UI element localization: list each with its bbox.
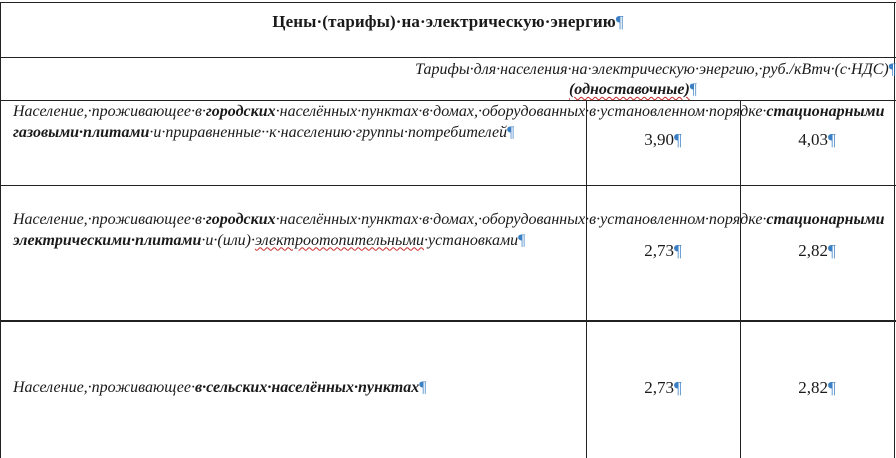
subtitle-line-1: Тарифы·для·населения·на·электрическую·энергию,·руб./кВтч·(с·НДС) bbox=[415, 61, 889, 78]
table-title bbox=[0, 12, 896, 32]
table-title-text: Цены·(тарифы)·на·электрическую·энергию bbox=[272, 12, 616, 31]
table-border-left bbox=[0, 2, 1, 458]
row-divider-2 bbox=[0, 320, 896, 322]
row-2-bold-2: стационарными электрическими·плитами bbox=[13, 211, 885, 249]
row-2-value-1 bbox=[588, 241, 738, 261]
table-subtitle bbox=[300, 60, 896, 100]
row-3-value-1 bbox=[588, 378, 738, 398]
row-2-value-2-text: 2,82 bbox=[798, 241, 829, 260]
pilcrow-mark: ¶ bbox=[674, 130, 682, 149]
row-2-value-1-text: 2,73 bbox=[644, 241, 675, 260]
row-1-value-1-text: 3,90 bbox=[644, 130, 675, 149]
row-divider-subtitle bbox=[0, 100, 896, 101]
row-1-text-1: Население,·проживающее·в· bbox=[13, 103, 206, 120]
row-1-value-1 bbox=[588, 130, 738, 150]
row-3-description bbox=[13, 378, 585, 399]
pilcrow-mark: ¶ bbox=[674, 241, 682, 260]
row-1-value-2-text: 4,03 bbox=[798, 130, 829, 149]
row-1-bold-1: городских bbox=[205, 103, 276, 120]
column-divider-1 bbox=[586, 100, 587, 458]
row-1-text-3: ·и·приравненные··к·населению·группы·потребителей bbox=[149, 123, 508, 141]
pilcrow-mark: ¶ bbox=[507, 123, 515, 141]
row-3-bold-1: в·сельских·населённых·пунктах bbox=[194, 379, 420, 396]
row-1-text-2: ·населённых·пунктах·в·домах,·оборудованных·в·установленном·порядке· bbox=[275, 103, 767, 120]
row-3-value-1-text: 2,73 bbox=[644, 378, 675, 397]
row-2-text-2: ·населённых·пунктах·в·домах,·оборудованных·в·установленном·порядке· bbox=[275, 211, 767, 228]
row-2-value-2 bbox=[742, 241, 892, 261]
pilcrow-mark: ¶ bbox=[674, 378, 682, 397]
column-divider-2 bbox=[740, 100, 741, 458]
row-2-bold-1: городских bbox=[205, 211, 276, 228]
pilcrow-mark: ¶ bbox=[419, 379, 427, 396]
table-border-top bbox=[0, 2, 896, 3]
pilcrow-mark: ¶ bbox=[828, 241, 836, 260]
pilcrow-mark: ¶ bbox=[615, 12, 624, 31]
subtitle-line-2: (одноставочные) bbox=[568, 81, 690, 98]
pilcrow-mark: ¶ bbox=[828, 130, 836, 149]
row-divider-1 bbox=[0, 185, 896, 186]
pilcrow-mark: ¶ bbox=[689, 81, 698, 98]
row-divider-title bbox=[0, 57, 896, 58]
row-1-value-2 bbox=[742, 130, 892, 150]
row-3-value-2 bbox=[742, 378, 892, 398]
pilcrow-mark: ¶ bbox=[828, 378, 836, 397]
row-3-value-2-text: 2,82 bbox=[798, 378, 829, 397]
pilcrow-mark: ¶ bbox=[518, 231, 526, 249]
row-2-text-1: Население,·проживающее·в· bbox=[13, 211, 206, 228]
row-1-bold-2: стационарными газовыми·плитами bbox=[13, 103, 885, 141]
row-3-text-1: Население,·проживающее· bbox=[13, 379, 195, 396]
row-2-text-3: ·и·(или)·электроотопительными·установками bbox=[201, 231, 519, 249]
pilcrow-mark: ¶ bbox=[888, 61, 896, 78]
